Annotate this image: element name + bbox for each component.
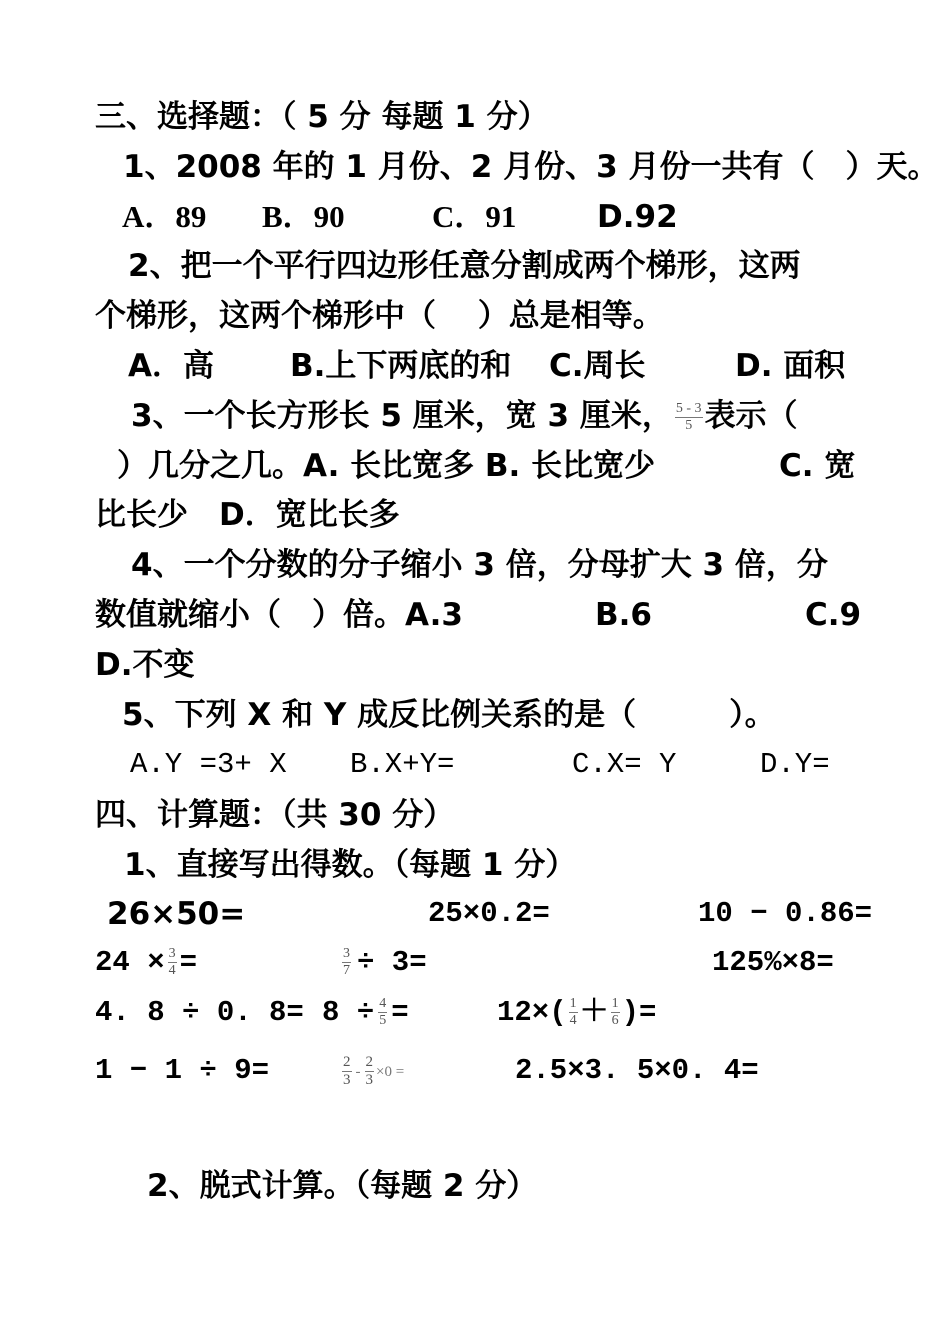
calc-2.5x3.5x0.4: 2.5×3. 5×0. 4= — [515, 1054, 759, 1087]
q2-line2: 个梯形，这两个梯形中（ ）总是相等。 — [95, 298, 664, 334]
q2-line1: 2、把一个平行四边形任意分割成两个梯形，这两 — [128, 248, 801, 284]
section4-title: 四、计算题：（共 30 分） — [95, 797, 455, 833]
fraction-numerator: 2 — [365, 1054, 373, 1070]
fraction-denominator: 5 — [379, 1012, 387, 1028]
q3-option-c: C. 宽 — [779, 448, 856, 484]
equals: = — [179, 946, 198, 979]
q1-option-b: B．90 — [262, 199, 345, 234]
calc-10-0.86: 10 − 0.86= — [698, 897, 873, 930]
q5-option-d: D.Y= — [760, 748, 830, 781]
q4-line1: 4、一个分数的分子缩小 3 倍，分母扩大 3 倍，分 — [131, 547, 828, 583]
fraction-2-3 — [342, 1055, 352, 1088]
fraction-denominator: 3 — [343, 1072, 351, 1088]
q2-option-d: D. 面积 — [735, 348, 846, 384]
q3-fraction-numerator: 5 - 3 — [675, 401, 702, 416]
div-3-equals: ÷ 3= — [357, 946, 427, 979]
calc-26x50: 26×50= — [107, 896, 246, 932]
fraction-1-6 — [611, 997, 620, 1028]
fraction-denominator: 6 — [611, 1012, 619, 1028]
fraction-numerator: 2 — [343, 1054, 351, 1070]
q3-line2: ）几分之几。A. 长比宽多 B. 长比宽少 — [117, 448, 656, 484]
q4-option-b: B.6 — [595, 597, 652, 633]
q3-line1-before: 3、一个长方形长 5 厘米，宽 3 厘米， — [131, 398, 673, 434]
fraction-numerator: 3 — [343, 945, 350, 961]
calc-12x-sum — [497, 993, 656, 1033]
fraction-numerator: 3 — [168, 945, 176, 961]
fraction-denominator: 4 — [168, 962, 176, 978]
fraction-3-7 — [342, 947, 351, 978]
fraction-numerator: 1 — [611, 995, 619, 1011]
calc-3-7-div-3 — [342, 943, 427, 983]
open-paren: 12×( — [497, 996, 567, 1029]
close-paren-equals: )= — [621, 996, 657, 1029]
times-zero-equals: ×0 = — [376, 1064, 405, 1080]
fraction-1-4 — [569, 997, 578, 1028]
calc-8-div-4-5 — [322, 993, 409, 1033]
q3-fraction-denominator: 5 — [685, 418, 693, 433]
equals: = — [391, 996, 409, 1029]
plus-sign: ＋ — [579, 996, 609, 1029]
q3-fraction — [675, 402, 703, 433]
fraction-denominator: 7 — [343, 962, 350, 978]
q1-stem: 1、2008 年的 1 月份、2 月份、3 月份一共有（ ）天。 — [123, 149, 939, 185]
section4-sub2: 2、脱式计算。（每题 2 分） — [147, 1168, 538, 1204]
q2-option-c: C.周长 — [549, 348, 646, 384]
calc-1-minus-1-div-9: 1 − 1 ÷ 9= — [95, 1054, 270, 1087]
q5-stem: 5、下列 X 和 Y 成反比例关系的是（ ）。 — [122, 697, 776, 733]
fraction-2-3 — [365, 1055, 375, 1088]
fraction-4-5 — [378, 997, 387, 1028]
q2-option-b: B.上下两底的和 — [290, 348, 512, 384]
q1-option-a: A．89 — [122, 199, 207, 234]
q5-option-a: A.Y =3+ X — [130, 748, 287, 781]
q3-line3: 比长少 D．宽比长多 — [95, 497, 400, 533]
calc-125pct-x8: 125%×8= — [712, 946, 834, 979]
q4-option-c: C.9 — [805, 597, 862, 633]
fraction-3-4 — [168, 947, 177, 978]
calc-25x0.2: 25×0.2= — [428, 897, 550, 930]
div-8-prefix: 8 ÷ — [322, 996, 375, 1029]
q3-line1-after: 表示（ — [704, 398, 798, 434]
q5-option-b: B.X+Y= — [350, 748, 455, 781]
fraction-denominator: 3 — [365, 1072, 373, 1088]
q4-line3: D.不变 — [95, 647, 195, 683]
fraction-numerator: 1 — [569, 995, 577, 1011]
q5-option-c: C.X= Y — [572, 748, 677, 781]
calc-24x-prefix: 24 × — [95, 946, 165, 979]
section3-title: 三、选择题：（ 5 分 每题 1 分） — [95, 99, 549, 135]
q1-option-d: D.92 — [597, 199, 678, 235]
q3-line1 — [131, 396, 798, 436]
minus-sign: - — [355, 1064, 361, 1080]
calc-2-3-minus-2-3x0 — [342, 1051, 404, 1091]
fraction-numerator: 4 — [379, 995, 387, 1011]
calc-24x3-4 — [95, 943, 197, 983]
q4-line2: 数值就缩小（ ）倍。A.3 — [95, 597, 463, 633]
calc-4.8-div-0.8: 4. 8 ÷ 0. 8= — [95, 996, 304, 1029]
q2-option-a: A．高 — [128, 348, 214, 384]
q1-option-c: C．91 — [432, 199, 517, 234]
fraction-denominator: 4 — [569, 1012, 577, 1028]
section4-sub1: 1、直接写出得数。（每题 1 分） — [124, 847, 577, 883]
